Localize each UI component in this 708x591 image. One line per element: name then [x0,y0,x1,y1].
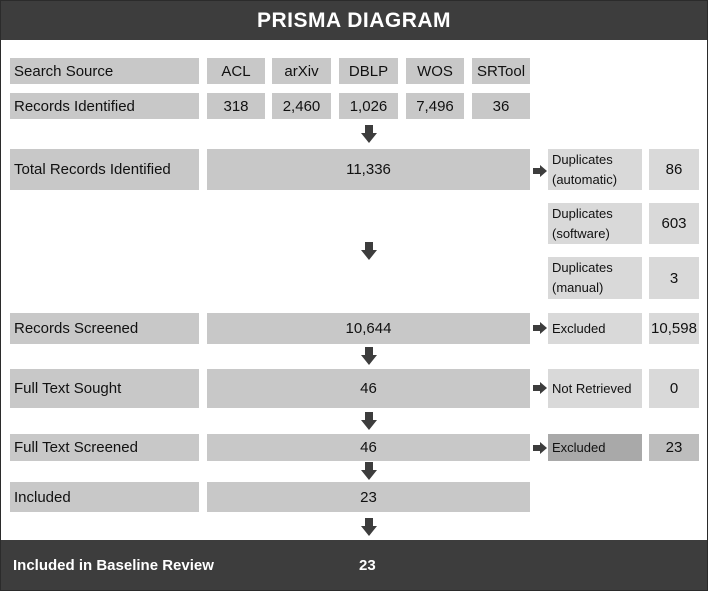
records-excluded-label: Excluded [548,313,642,344]
full-text-excluded-label: Excluded [548,434,642,461]
baseline-label: Included in Baseline Review [13,557,214,574]
diagram-title: PRISMA DIAGRAM [256,8,452,32]
duplicates-manual-value: 3 [649,257,699,299]
records-dblp: 1,026 [339,93,398,119]
full-text-screened-value: 46 [207,434,530,461]
title-banner [1,1,707,40]
duplicates-automatic-label: Duplicates (automatic) [548,149,642,190]
source-wos: WOS [406,58,464,84]
full-text-sought-label: Full Text Sought [10,369,199,408]
included-value: 23 [207,482,530,512]
records-srtool: 36 [472,93,530,119]
records-excluded-value: 10,598 [649,313,699,344]
down-arrow-icon [361,125,377,143]
search-source-label: Search Source [10,58,199,84]
right-arrow-icon [533,382,547,394]
duplicates-manual-label: Duplicates (manual) [548,257,642,299]
right-arrow-icon [533,442,547,454]
records-screened-value: 10,644 [207,313,530,344]
baseline-value: 23 [359,557,376,574]
source-acl: ACL [207,58,265,84]
included-label: Included [10,482,199,512]
total-records-label: Total Records Identified [10,149,199,190]
source-dblp: DBLP [339,58,398,84]
records-wos: 7,496 [406,93,464,119]
full-text-sought-value: 46 [207,369,530,408]
duplicates-software-label: Duplicates (software) [548,203,642,244]
full-text-excluded-value: 23 [649,434,699,461]
baseline-banner [1,540,707,590]
duplicates-software-value: 603 [649,203,699,244]
full-text-screened-label: Full Text Screened [10,434,199,461]
records-arxiv: 2,460 [272,93,331,119]
records-identified-label: Records Identified [10,93,199,119]
duplicates-automatic-value: 86 [649,149,699,190]
down-arrow-icon [361,462,377,480]
not-retrieved-value: 0 [649,369,699,408]
source-arxiv: arXiv [272,58,331,84]
right-arrow-icon [533,165,547,177]
down-arrow-icon [361,242,377,260]
total-records-value: 11,336 [207,149,530,190]
down-arrow-icon [361,347,377,365]
right-arrow-icon [533,322,547,334]
not-retrieved-label: Not Retrieved [548,369,642,408]
records-acl: 318 [207,93,265,119]
records-screened-label: Records Screened [10,313,199,344]
down-arrow-icon [361,518,377,536]
source-srtool: SRTool [472,58,530,84]
down-arrow-icon [361,412,377,430]
